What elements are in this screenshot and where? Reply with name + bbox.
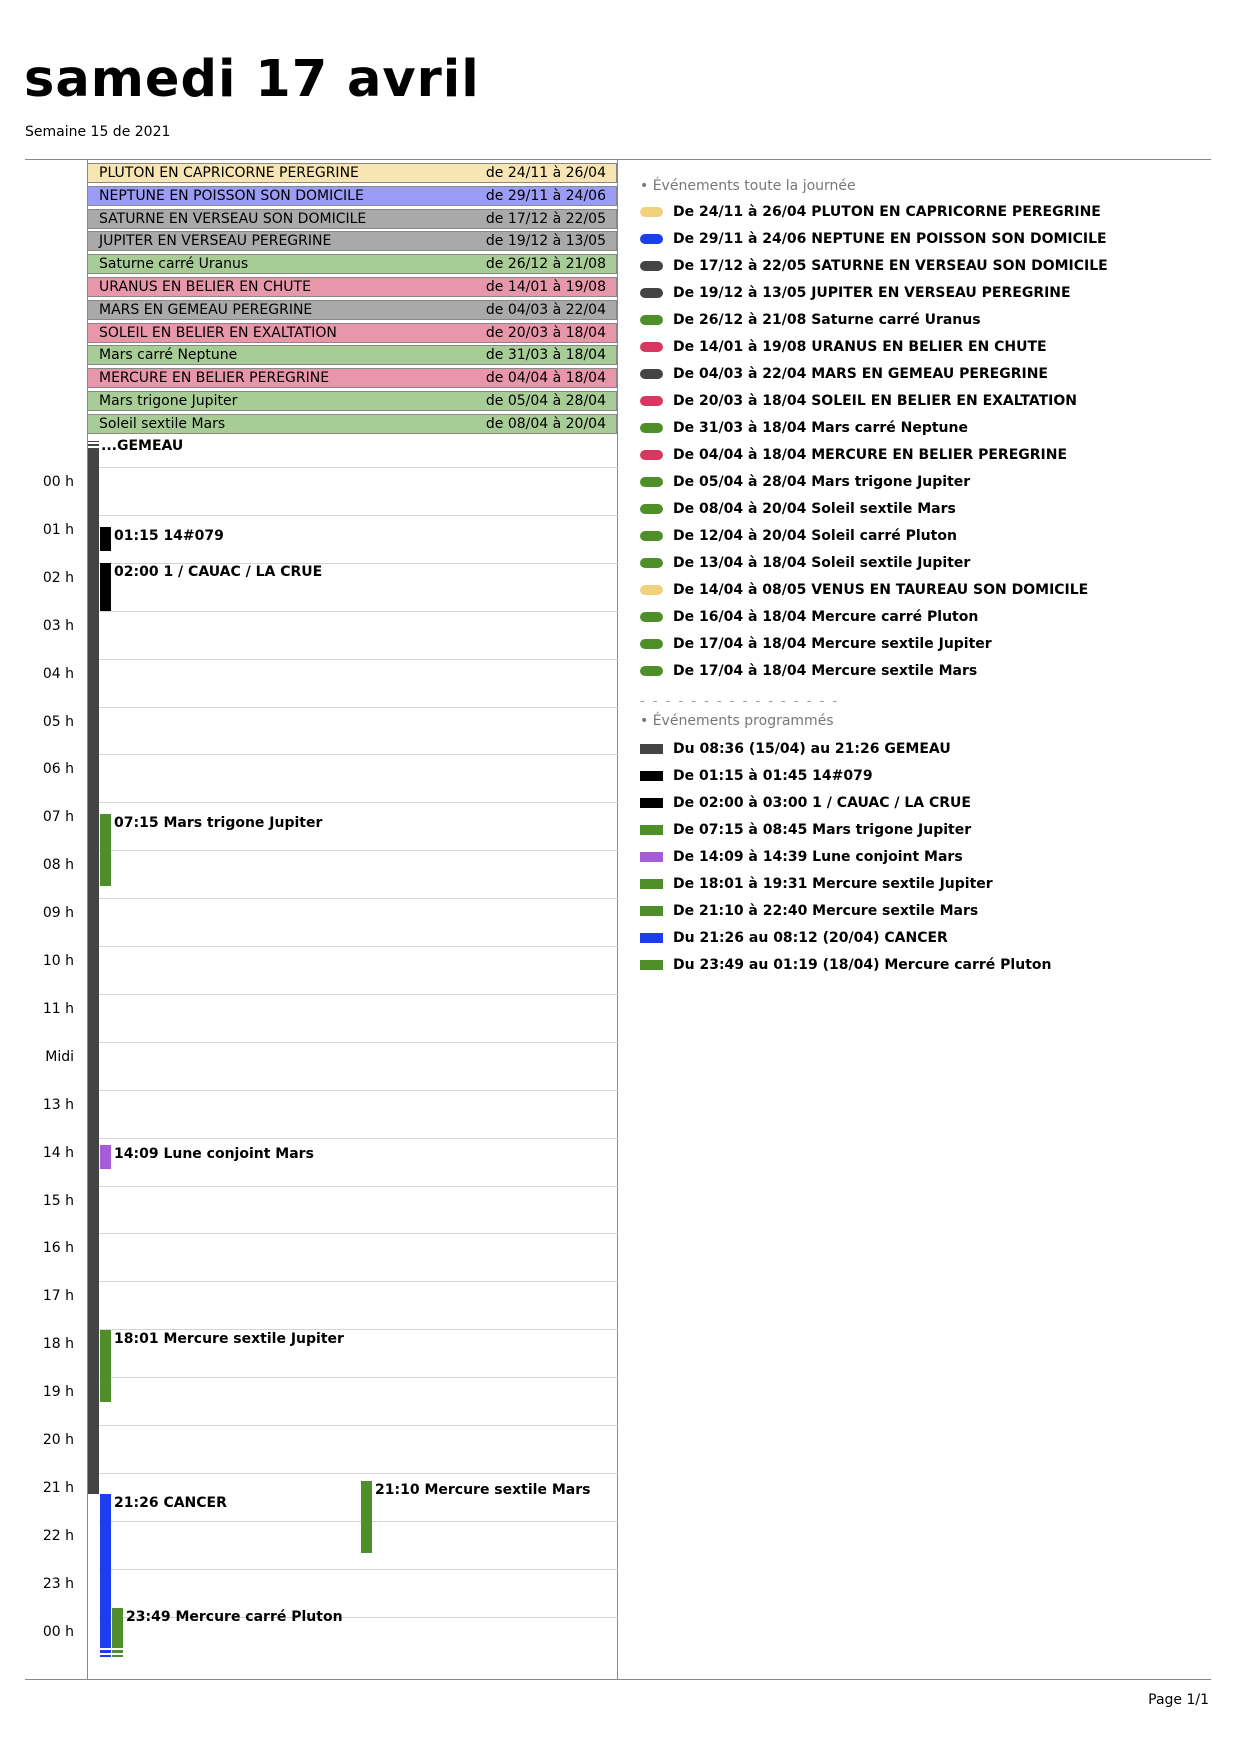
hour-label: 21 h <box>42 1479 74 1496</box>
event-label[interactable]: 18:01 Mercure sextile Jupiter <box>114 1330 344 1347</box>
color-swatch-icon <box>640 933 663 943</box>
allday-row-name: PLUTON EN CAPRICORNE PEREGRINE <box>99 165 359 181</box>
allday-row-name: NEPTUNE EN POISSON SON DOMICILE <box>99 187 364 204</box>
hour-label: Midi <box>45 1048 74 1065</box>
legend-allday-title: • Événements toute la journée <box>640 178 856 194</box>
legend-separator: - - - - - - - - - - - - - - - - <box>640 694 840 709</box>
legend-item-text: Du 23:49 au 01:19 (18/04) Mercure carré Pluton <box>673 957 1052 973</box>
event-bar[interactable] <box>100 1330 111 1402</box>
hour-grid <box>0 0 80 1754</box>
hour-label: 15 h <box>42 1192 74 1209</box>
allday-row-range: de 17/12 à 22/05 <box>485 210 606 227</box>
bottom-divider <box>25 1679 1211 1680</box>
hour-gridline <box>99 1377 618 1378</box>
allday-row-name: Mars trigone Jupiter <box>99 393 238 409</box>
hour-label: 14 h <box>42 1144 74 1161</box>
color-swatch-icon <box>640 744 663 754</box>
page-number: Page 1/1 <box>1148 1692 1209 1708</box>
continuation-marker <box>88 446 99 448</box>
continuation-marker <box>88 442 99 444</box>
legend-item-text: De 17/04 à 18/04 Mercure sextile Jupiter <box>673 636 992 652</box>
event-label[interactable]: 01:15 14#079 <box>114 527 224 544</box>
legend-item-text: De 16/04 à 18/04 Mercure carré Pluton <box>673 609 979 625</box>
legend-item-text: De 01:15 à 01:45 14#079 <box>673 768 873 784</box>
hour-label: 20 h <box>42 1432 74 1448</box>
allday-row-range: de 29/11 à 24/06 <box>485 187 606 204</box>
allday-row[interactable] <box>87 163 617 183</box>
allday-row[interactable] <box>87 391 617 411</box>
continuation-marker <box>112 1648 123 1650</box>
hour-label: 09 h <box>42 905 74 922</box>
hour-gridline <box>99 994 618 995</box>
hour-label: 00 h <box>42 474 74 490</box>
color-swatch-icon <box>640 477 663 487</box>
allday-row-range: de 26/12 à 21/08 <box>485 256 606 273</box>
continuation-marker <box>100 1653 111 1655</box>
hour-label: 02 h <box>42 569 74 586</box>
hour-label: 08 h <box>42 857 74 874</box>
event-bar[interactable] <box>100 1145 111 1169</box>
event-label[interactable]: 21:26 CANCER <box>114 1494 227 1511</box>
hour-label: 19 h <box>42 1384 74 1401</box>
continuation-marker <box>112 1653 123 1655</box>
hour-gridline <box>99 946 618 947</box>
allday-row-name: JUPITER EN VERSEAU PEREGRINE <box>99 233 332 250</box>
legend-item-text: De 14/04 à 08/05 VENUS EN TAUREAU SON DOMICILE <box>673 582 1089 598</box>
color-swatch-icon <box>640 639 663 649</box>
allday-row-name: Saturne carré Uranus <box>99 256 249 273</box>
gemeau-continuation-bar[interactable] <box>88 441 99 1494</box>
hour-gridline <box>99 850 618 851</box>
legend-item-text: De 04/04 à 18/04 MERCURE EN BELIER PEREGRINE <box>673 447 1068 463</box>
column-divider <box>617 159 618 1679</box>
legend-item-text: De 24/11 à 26/04 PLUTON EN CAPRICORNE PEREGRINE <box>673 204 1101 220</box>
color-swatch-icon <box>640 450 663 460</box>
event-bar[interactable] <box>100 814 111 886</box>
hour-gridline <box>99 754 618 755</box>
hour-label: 18 h <box>42 1336 74 1353</box>
color-swatch-icon <box>640 531 663 541</box>
allday-row[interactable] <box>87 231 617 251</box>
hour-label: 05 h <box>42 713 74 730</box>
hour-label: 16 h <box>42 1240 74 1257</box>
color-swatch-icon <box>640 852 663 862</box>
hour-gridline <box>99 1521 618 1522</box>
allday-row[interactable] <box>87 186 617 206</box>
allday-row-range: de 14/01 à 19/08 <box>485 279 606 295</box>
legend-item-text: De 21:10 à 22:40 Mercure sextile Mars <box>673 903 979 919</box>
color-swatch-icon <box>640 798 663 808</box>
hour-gridline <box>99 1233 618 1234</box>
allday-row[interactable] <box>87 277 617 297</box>
allday-row[interactable] <box>87 323 617 343</box>
legend-item-text: De 13/04 à 18/04 Soleil sextile Jupiter <box>673 555 971 571</box>
allday-row[interactable] <box>87 209 617 229</box>
allday-row-name: MERCURE EN BELIER PEREGRINE <box>99 370 330 387</box>
hour-gridline <box>99 1186 618 1187</box>
color-swatch-icon <box>640 612 663 622</box>
allday-row[interactable] <box>87 300 617 320</box>
allday-row-range: de 31/03 à 18/04 <box>485 347 606 364</box>
page-subtitle: Semaine 15 de 2021 <box>25 124 171 140</box>
allday-row-range: de 08/04 à 20/04 <box>485 415 606 432</box>
legend-item-text: De 17/12 à 22/05 SATURNE EN VERSEAU SON DOMICILE <box>673 258 1108 274</box>
gemeau-continuation-label: ...GEMEAU <box>101 438 184 454</box>
event-label[interactable]: 23:49 Mercure carré Pluton <box>126 1608 343 1625</box>
legend-item-text: De 05/04 à 28/04 Mars trigone Jupiter <box>673 474 971 490</box>
color-swatch-icon <box>640 666 663 676</box>
hour-label: 03 h <box>42 617 74 634</box>
hour-label: 04 h <box>42 665 74 682</box>
allday-row-name: Mars carré Neptune <box>99 347 238 364</box>
legend-item-text: De 26/12 à 21/08 Saturne carré Uranus <box>673 312 981 328</box>
hour-label: 01 h <box>42 521 74 538</box>
allday-row-range: de 24/11 à 26/04 <box>485 165 606 181</box>
hour-gridline <box>99 898 618 899</box>
continuation-marker <box>100 1648 111 1650</box>
hour-gridline <box>99 1138 618 1139</box>
allday-row[interactable] <box>87 345 617 365</box>
legend-item-text: De 08/04 à 20/04 Soleil sextile Mars <box>673 501 956 517</box>
allday-row-name: SATURNE EN VERSEAU SON DOMICILE <box>99 210 367 227</box>
color-swatch-icon <box>640 558 663 568</box>
hour-gridline <box>99 802 618 803</box>
color-swatch-icon <box>640 288 663 298</box>
hour-gridline <box>99 1425 618 1426</box>
legend-item-text: Du 21:26 au 08:12 (20/04) CANCER <box>673 930 948 946</box>
legend-item-text: De 14/01 à 19/08 URANUS EN BELIER EN CHUTE <box>673 339 1047 355</box>
color-swatch-icon <box>640 585 663 595</box>
hour-gridline <box>99 707 618 708</box>
hour-gridline <box>99 611 618 612</box>
event-label[interactable]: 02:00 1 / CAUAC / LA CRUE <box>114 563 323 580</box>
hour-gridline <box>99 1473 618 1474</box>
allday-row[interactable] <box>87 414 617 434</box>
color-swatch-icon <box>640 315 663 325</box>
color-swatch-icon <box>640 906 663 916</box>
legend-item-text: De 31/03 à 18/04 Mars carré Neptune <box>673 420 968 436</box>
hour-gridline <box>99 659 618 660</box>
allday-row[interactable] <box>87 368 617 388</box>
event-label[interactable]: 21:10 Mercure sextile Mars <box>375 1481 591 1498</box>
color-swatch-icon <box>640 342 663 352</box>
hour-gridline <box>99 1281 618 1282</box>
legend-item-text: De 17/04 à 18/04 Mercure sextile Mars <box>673 663 978 679</box>
hour-label: 07 h <box>42 809 74 826</box>
legend-item-text: De 12/04 à 20/04 Soleil carré Pluton <box>673 528 957 544</box>
color-swatch-icon <box>640 504 663 514</box>
hour-gridline <box>99 1042 618 1043</box>
event-bar[interactable] <box>361 1481 372 1553</box>
color-swatch-icon <box>640 423 663 433</box>
color-swatch-icon <box>640 234 663 244</box>
hour-label: 10 h <box>42 953 74 969</box>
legend-item-text: De 04/03 à 22/04 MARS EN GEMEAU PEREGRINE <box>673 366 1048 382</box>
allday-row-name: URANUS EN BELIER EN CHUTE <box>99 279 311 295</box>
hour-label: 06 h <box>42 761 74 778</box>
legend-timed-title: • Événements programmés <box>640 713 834 729</box>
allday-row-range: de 20/03 à 18/04 <box>485 324 606 341</box>
hour-gridline <box>99 1569 618 1570</box>
legend-item-text: De 02:00 à 03:00 1 / CAUAC / LA CRUE <box>673 795 971 811</box>
event-label[interactable]: 07:15 Mars trigone Jupiter <box>114 815 323 832</box>
hour-label: 17 h <box>42 1288 74 1305</box>
color-swatch-icon <box>640 369 663 379</box>
legend-item-text: De 19/12 à 13/05 JUPITER EN VERSEAU PEREGRINE <box>673 285 1071 301</box>
allday-row-range: de 04/04 à 18/04 <box>485 370 606 387</box>
legend-item-text: De 29/11 à 24/06 NEPTUNE EN POISSON SON DOMICILE <box>673 231 1107 247</box>
hour-label: 23 h <box>42 1575 74 1592</box>
legend-item-text: De 18:01 à 19:31 Mercure sextile Jupiter <box>673 876 993 892</box>
allday-row-range: de 04/03 à 22/04 <box>485 301 606 318</box>
legend-item-text: Du 08:36 (15/04) au 21:26 GEMEAU <box>673 741 951 757</box>
legend-item-text: De 14:09 à 14:39 Lune conjoint Mars <box>673 849 963 865</box>
hour-label: 22 h <box>42 1527 74 1544</box>
event-label[interactable]: 14:09 Lune conjoint Mars <box>114 1145 314 1162</box>
page-title: samedi 17 avril <box>24 50 480 109</box>
legend-item-text: De 07:15 à 08:45 Mars trigone Jupiter <box>673 822 972 838</box>
allday-row-name: SOLEIL EN BELIER EN EXALTATION <box>99 324 337 341</box>
hour-label: 13 h <box>42 1096 74 1113</box>
color-swatch-icon <box>640 396 663 406</box>
color-swatch-icon <box>640 879 663 889</box>
allday-row-range: de 05/04 à 28/04 <box>485 393 606 409</box>
color-swatch-icon <box>640 825 663 835</box>
allday-row-name: MARS EN GEMEAU PEREGRINE <box>99 301 313 318</box>
event-bar[interactable] <box>100 1494 111 1658</box>
hour-gridline <box>99 1090 618 1091</box>
color-swatch-icon <box>640 771 663 781</box>
hour-gridline <box>99 467 618 468</box>
hour-gridline <box>99 515 618 516</box>
event-bar[interactable] <box>100 527 111 551</box>
top-divider <box>25 159 1211 160</box>
allday-row-name: Soleil sextile Mars <box>99 415 226 432</box>
legend-item-text: De 20/03 à 18/04 SOLEIL EN BELIER EN EXALTATION <box>673 393 1077 409</box>
allday-row-range: de 19/12 à 13/05 <box>485 233 606 250</box>
hour-label: 00 h <box>42 1623 74 1640</box>
hour-label: 11 h <box>42 1000 74 1017</box>
color-swatch-icon <box>640 207 663 217</box>
color-swatch-icon <box>640 261 663 271</box>
event-bar[interactable] <box>100 563 111 611</box>
color-swatch-icon <box>640 960 663 970</box>
allday-row[interactable] <box>87 254 617 274</box>
